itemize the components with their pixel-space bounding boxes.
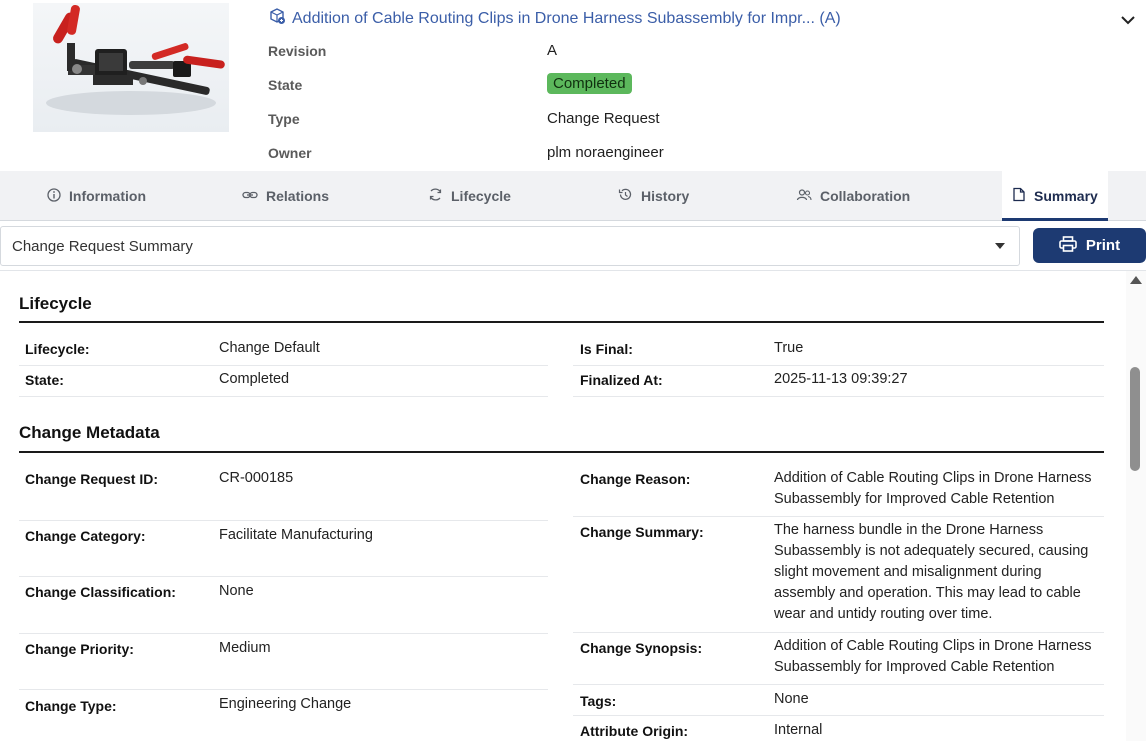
print-label: Print bbox=[1085, 237, 1121, 254]
tab-information[interactable] bbox=[37, 171, 156, 221]
field-value: Completed bbox=[219, 371, 290, 387]
info-icon bbox=[47, 188, 61, 205]
table-row bbox=[573, 366, 1104, 397]
tab-bar bbox=[0, 171, 1146, 221]
field-value: None bbox=[219, 583, 254, 599]
tab-relations[interactable] bbox=[232, 171, 339, 221]
field-label: Change Priority: bbox=[25, 641, 134, 657]
table-row bbox=[19, 521, 548, 577]
table-row bbox=[19, 634, 548, 690]
revision-label: Revision bbox=[268, 43, 327, 59]
field-label: Change Request ID: bbox=[25, 471, 159, 487]
chevron-down-icon[interactable] bbox=[1118, 10, 1138, 30]
table-row bbox=[19, 366, 548, 397]
printer-icon bbox=[1059, 236, 1077, 256]
field-value: The harness bundle in the Drone Harness Subassembly is not adequately secured, causing slight movement and misalignment during assembly and operation. This may lead to cable wear and untidy routing over time. bbox=[774, 522, 1089, 622]
field-label: Change Summary: bbox=[580, 524, 704, 540]
owner-label: Owner bbox=[268, 145, 312, 161]
vertical-scrollbar[interactable] bbox=[1126, 271, 1146, 741]
field-value: None bbox=[774, 691, 809, 707]
field-value: Medium bbox=[219, 640, 271, 656]
owner-value: plm noraengineer bbox=[547, 144, 664, 161]
tab-lifecycle[interactable] bbox=[418, 171, 521, 221]
lifecycle-section-title: Lifecycle bbox=[19, 294, 92, 313]
history-icon bbox=[618, 187, 633, 205]
field-value: Engineering Change bbox=[219, 696, 352, 712]
table-row bbox=[573, 464, 1104, 517]
field-label: Is Final: bbox=[580, 341, 633, 357]
field-value: Addition of Cable Routing Clips in Drone Harness Subassembly for Improved Cable Retention bbox=[774, 638, 1092, 675]
link-icon bbox=[242, 188, 258, 205]
field-label: Tags: bbox=[580, 693, 617, 709]
tab-label: Collaboration bbox=[820, 188, 911, 204]
section-rule bbox=[19, 451, 1104, 453]
field-value: Change Default bbox=[219, 340, 320, 356]
type-value: Change Request bbox=[547, 110, 660, 127]
field-label: Change Category: bbox=[25, 528, 146, 544]
table-row bbox=[573, 633, 1104, 685]
divider bbox=[0, 270, 1146, 271]
scrollbar-thumb[interactable] bbox=[1130, 367, 1140, 471]
field-label: Change Reason: bbox=[580, 471, 691, 487]
field-label: Finalized At: bbox=[580, 372, 663, 388]
change-request-icon bbox=[268, 7, 286, 30]
field-value: CR-000185 bbox=[219, 470, 294, 486]
lifecycle-icon bbox=[428, 187, 443, 205]
table-row bbox=[573, 716, 1104, 741]
field-label: Change Type: bbox=[25, 698, 117, 714]
tab-history[interactable] bbox=[608, 171, 699, 221]
caret-down-icon bbox=[995, 243, 1005, 249]
table-row bbox=[19, 690, 548, 741]
users-icon bbox=[796, 188, 812, 205]
tab-label: Summary bbox=[1034, 188, 1098, 204]
field-value: Internal bbox=[774, 722, 823, 738]
document-icon bbox=[1012, 187, 1026, 205]
tab-summary[interactable] bbox=[1002, 171, 1108, 221]
revision-value: A bbox=[547, 42, 558, 59]
table-row bbox=[573, 685, 1104, 716]
field-value: Addition of Cable Routing Clips in Drone Harness Subassembly for Improved Cable Retention bbox=[774, 470, 1092, 507]
field-label: State: bbox=[25, 372, 64, 388]
table-row bbox=[573, 517, 1104, 633]
tab-label: Lifecycle bbox=[451, 188, 511, 204]
table-row bbox=[19, 335, 548, 366]
part-thumbnail bbox=[33, 3, 229, 132]
section-rule bbox=[19, 321, 1104, 323]
field-label: Change Classification: bbox=[25, 584, 176, 600]
table-row bbox=[573, 335, 1104, 366]
field-value: 2025-11-13 09:39:27 bbox=[774, 371, 908, 387]
field-label: Lifecycle: bbox=[25, 341, 90, 357]
print-button[interactable] bbox=[1033, 228, 1146, 263]
tab-label: Relations bbox=[266, 188, 330, 204]
item-title[interactable]: Addition of Cable Routing Clips in Drone Harness Subassembly for Impr... (A) bbox=[292, 9, 841, 27]
tab-label: History bbox=[641, 188, 690, 204]
summary-select-value: Change Request Summary bbox=[12, 237, 193, 255]
metadata-section-title: Change Metadata bbox=[19, 423, 160, 442]
field-label: Attribute Origin: bbox=[580, 723, 689, 739]
table-row bbox=[19, 464, 548, 521]
tab-collaboration[interactable] bbox=[786, 171, 920, 221]
field-value: Facilitate Manufacturing bbox=[219, 527, 373, 543]
summary-type-select[interactable] bbox=[0, 226, 1020, 266]
field-label: Change Synopsis: bbox=[580, 640, 703, 656]
scroll-up-arrow-icon[interactable] bbox=[1130, 276, 1142, 284]
tab-label: Information bbox=[69, 188, 146, 204]
item-title-link[interactable] bbox=[268, 7, 841, 30]
field-value: True bbox=[774, 340, 804, 356]
type-label: Type bbox=[268, 111, 300, 127]
state-badge: Completed bbox=[547, 73, 632, 94]
table-row bbox=[19, 577, 548, 634]
state-label: State bbox=[268, 77, 303, 93]
